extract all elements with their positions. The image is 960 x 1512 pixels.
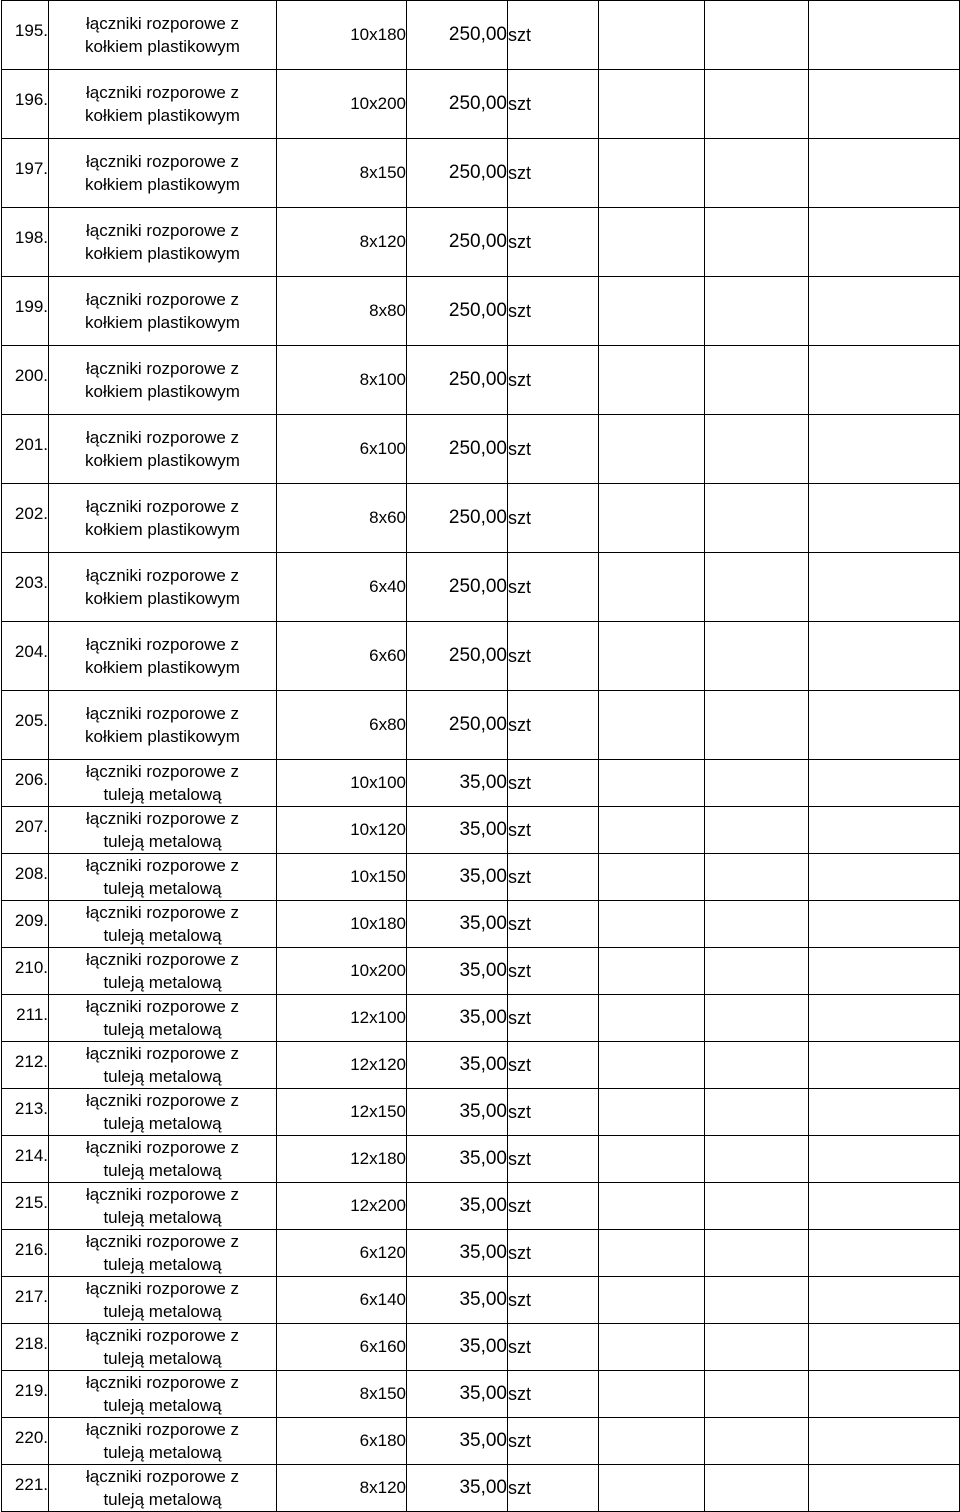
item-unit: szt xyxy=(508,854,599,901)
item-quantity: 250,00 xyxy=(407,139,508,208)
empty-cell xyxy=(599,1371,705,1418)
item-name xyxy=(49,1136,277,1183)
item-name-line-1: łączniki rozporowe z xyxy=(85,1185,240,1204)
item-name-line-2: tuleją metalową xyxy=(103,1114,222,1133)
item-name-line-1: łączniki rozporowe z xyxy=(85,428,240,447)
item-name-line-1: łączniki rozporowe z xyxy=(85,1373,240,1392)
item-name-line-2: tuleją metalową xyxy=(103,973,222,992)
row-number: 219. xyxy=(2,1371,49,1418)
item-unit: szt xyxy=(508,1465,599,1512)
item-name xyxy=(49,1371,277,1418)
item-name-line-2: kołkiem plastikowym xyxy=(85,658,240,677)
item-name-line-2: kołkiem plastikowym xyxy=(85,727,240,746)
empty-cell xyxy=(809,995,960,1042)
empty-cell xyxy=(705,484,809,553)
item-quantity: 35,00 xyxy=(407,1324,508,1371)
table-row xyxy=(2,553,960,622)
empty-cell xyxy=(809,948,960,995)
row-number: 216. xyxy=(2,1230,49,1277)
table-row xyxy=(2,415,960,484)
empty-cell xyxy=(599,1418,705,1465)
row-number: 208. xyxy=(2,854,49,901)
item-quantity: 35,00 xyxy=(407,995,508,1042)
item-unit: szt xyxy=(508,277,599,346)
item-name-line-1: łączniki rozporowe z xyxy=(85,1467,240,1486)
row-number: 214. xyxy=(2,1136,49,1183)
item-dimension: 6x180 xyxy=(277,1418,407,1465)
row-number: 211. xyxy=(2,995,49,1042)
empty-cell xyxy=(705,139,809,208)
item-dimension: 8x150 xyxy=(277,1371,407,1418)
empty-cell xyxy=(809,854,960,901)
empty-cell xyxy=(705,1042,809,1089)
item-name xyxy=(49,1183,277,1230)
row-number: 199. xyxy=(2,277,49,346)
item-dimension: 12x200 xyxy=(277,1183,407,1230)
item-unit: szt xyxy=(508,622,599,691)
item-name-line-2: tuleją metalową xyxy=(103,1349,222,1368)
item-name-line-1: łączniki rozporowe z xyxy=(85,762,240,781)
table-row xyxy=(2,484,960,553)
item-quantity: 35,00 xyxy=(407,1277,508,1324)
item-dimension: 12x180 xyxy=(277,1136,407,1183)
empty-cell xyxy=(599,1183,705,1230)
empty-cell xyxy=(599,995,705,1042)
item-name xyxy=(49,948,277,995)
empty-cell xyxy=(705,1418,809,1465)
item-quantity: 35,00 xyxy=(407,854,508,901)
empty-cell xyxy=(599,277,705,346)
item-name xyxy=(49,346,277,415)
item-name-line-2: kołkiem plastikowym xyxy=(85,589,240,608)
item-name xyxy=(49,484,277,553)
item-name-line-2: tuleją metalową xyxy=(103,1020,222,1039)
empty-cell xyxy=(809,1324,960,1371)
item-dimension: 8x60 xyxy=(277,484,407,553)
item-unit: szt xyxy=(508,415,599,484)
item-unit: szt xyxy=(508,484,599,553)
row-number: 205. xyxy=(2,691,49,760)
item-name-line-1: łączniki rozporowe z xyxy=(85,152,240,171)
item-quantity: 250,00 xyxy=(407,70,508,139)
item-unit: szt xyxy=(508,346,599,415)
item-name-line-2: tuleją metalową xyxy=(103,1255,222,1274)
item-unit: szt xyxy=(508,1324,599,1371)
empty-cell xyxy=(599,1,705,70)
row-number: 202. xyxy=(2,484,49,553)
item-name xyxy=(49,139,277,208)
item-name-line-1: łączniki rozporowe z xyxy=(85,14,240,33)
row-number: 218. xyxy=(2,1324,49,1371)
item-name xyxy=(49,807,277,854)
item-name xyxy=(49,415,277,484)
item-dimension: 12x100 xyxy=(277,995,407,1042)
empty-cell xyxy=(809,139,960,208)
item-unit: szt xyxy=(508,1418,599,1465)
item-quantity: 250,00 xyxy=(407,691,508,760)
item-dimension: 10x200 xyxy=(277,70,407,139)
item-dimension: 8x80 xyxy=(277,277,407,346)
empty-cell xyxy=(705,1371,809,1418)
empty-cell xyxy=(809,553,960,622)
item-quantity: 35,00 xyxy=(407,1136,508,1183)
empty-cell xyxy=(599,139,705,208)
item-name-line-2: tuleją metalową xyxy=(103,926,222,945)
item-name xyxy=(49,854,277,901)
item-name xyxy=(49,1,277,70)
empty-cell xyxy=(705,1465,809,1512)
row-number: 210. xyxy=(2,948,49,995)
item-name xyxy=(49,70,277,139)
item-dimension: 12x120 xyxy=(277,1042,407,1089)
empty-cell xyxy=(705,948,809,995)
table-row xyxy=(2,1,960,70)
empty-cell xyxy=(809,1418,960,1465)
empty-cell xyxy=(809,1136,960,1183)
empty-cell xyxy=(599,553,705,622)
item-quantity: 250,00 xyxy=(407,1,508,70)
empty-cell xyxy=(599,484,705,553)
item-unit: szt xyxy=(508,139,599,208)
empty-cell xyxy=(809,807,960,854)
item-quantity: 35,00 xyxy=(407,1230,508,1277)
empty-cell xyxy=(809,346,960,415)
item-name xyxy=(49,1277,277,1324)
empty-cell xyxy=(705,1277,809,1324)
item-unit: szt xyxy=(508,1277,599,1324)
empty-cell xyxy=(809,901,960,948)
item-name-line-2: kołkiem plastikowym xyxy=(85,175,240,194)
item-name xyxy=(49,691,277,760)
empty-cell xyxy=(809,484,960,553)
item-unit: szt xyxy=(508,1136,599,1183)
item-dimension: 8x100 xyxy=(277,346,407,415)
items-table xyxy=(1,0,960,1512)
item-quantity: 35,00 xyxy=(407,901,508,948)
item-dimension: 8x120 xyxy=(277,208,407,277)
table-row xyxy=(2,208,960,277)
table-row xyxy=(2,995,960,1042)
table-row xyxy=(2,1371,960,1418)
empty-cell xyxy=(705,901,809,948)
table-row xyxy=(2,1089,960,1136)
item-dimension: 10x180 xyxy=(277,1,407,70)
item-quantity: 250,00 xyxy=(407,622,508,691)
table-row xyxy=(2,948,960,995)
item-name-line-2: tuleją metalową xyxy=(103,785,222,804)
item-dimension: 8x120 xyxy=(277,1465,407,1512)
row-number: 212. xyxy=(2,1042,49,1089)
table-row xyxy=(2,1418,960,1465)
item-name xyxy=(49,277,277,346)
empty-cell xyxy=(705,553,809,622)
item-name-line-2: kołkiem plastikowym xyxy=(85,382,240,401)
row-number: 215. xyxy=(2,1183,49,1230)
item-quantity: 250,00 xyxy=(407,277,508,346)
empty-cell xyxy=(809,1465,960,1512)
item-dimension: 10x120 xyxy=(277,807,407,854)
item-unit: szt xyxy=(508,208,599,277)
item-name-line-1: łączniki rozporowe z xyxy=(85,1279,240,1298)
item-dimension: 8x150 xyxy=(277,139,407,208)
item-name-line-1: łączniki rozporowe z xyxy=(85,1232,240,1251)
empty-cell xyxy=(809,622,960,691)
empty-cell xyxy=(809,1089,960,1136)
empty-cell xyxy=(599,1136,705,1183)
empty-cell xyxy=(705,691,809,760)
empty-cell xyxy=(705,208,809,277)
item-name-line-1: łączniki rozporowe z xyxy=(85,950,240,969)
table-row xyxy=(2,1136,960,1183)
item-name xyxy=(49,1089,277,1136)
item-name-line-1: łączniki rozporowe z xyxy=(85,704,240,723)
item-dimension: 6x140 xyxy=(277,1277,407,1324)
row-number: 209. xyxy=(2,901,49,948)
item-quantity: 35,00 xyxy=(407,1089,508,1136)
row-number: 198. xyxy=(2,208,49,277)
item-name xyxy=(49,1230,277,1277)
empty-cell xyxy=(599,1277,705,1324)
item-name-line-1: łączniki rozporowe z xyxy=(85,1044,240,1063)
table-row xyxy=(2,1042,960,1089)
item-dimension: 10x200 xyxy=(277,948,407,995)
row-number: 197. xyxy=(2,139,49,208)
empty-cell xyxy=(599,1042,705,1089)
item-dimension: 10x180 xyxy=(277,901,407,948)
item-name-line-1: łączniki rozporowe z xyxy=(85,497,240,516)
empty-cell xyxy=(705,1230,809,1277)
item-name-line-2: tuleją metalową xyxy=(103,1490,222,1509)
empty-cell xyxy=(705,70,809,139)
empty-cell xyxy=(705,1136,809,1183)
item-unit: szt xyxy=(508,901,599,948)
item-dimension: 6x100 xyxy=(277,415,407,484)
item-name-line-2: tuleją metalową xyxy=(103,1396,222,1415)
item-quantity: 35,00 xyxy=(407,760,508,807)
empty-cell xyxy=(599,760,705,807)
item-unit: szt xyxy=(508,1089,599,1136)
empty-cell xyxy=(809,760,960,807)
empty-cell xyxy=(809,208,960,277)
item-unit: szt xyxy=(508,691,599,760)
table-row xyxy=(2,70,960,139)
item-name-line-1: łączniki rozporowe z xyxy=(85,359,240,378)
item-name-line-1: łączniki rozporowe z xyxy=(85,856,240,875)
item-quantity: 35,00 xyxy=(407,948,508,995)
item-dimension: 6x120 xyxy=(277,1230,407,1277)
item-name-line-2: tuleją metalową xyxy=(103,1208,222,1227)
empty-cell xyxy=(599,1089,705,1136)
item-name-line-1: łączniki rozporowe z xyxy=(85,221,240,240)
item-name-line-1: łączniki rozporowe z xyxy=(85,1326,240,1345)
item-dimension: 6x40 xyxy=(277,553,407,622)
item-name xyxy=(49,622,277,691)
item-name-line-2: kołkiem plastikowym xyxy=(85,520,240,539)
item-name-line-2: tuleją metalową xyxy=(103,832,222,851)
empty-cell xyxy=(705,415,809,484)
item-name-line-1: łączniki rozporowe z xyxy=(85,1420,240,1439)
item-name-line-1: łączniki rozporowe z xyxy=(85,1091,240,1110)
item-name-line-1: łączniki rozporowe z xyxy=(85,566,240,585)
item-unit: szt xyxy=(508,553,599,622)
item-quantity: 35,00 xyxy=(407,1418,508,1465)
item-name-line-2: kołkiem plastikowym xyxy=(85,244,240,263)
item-quantity: 250,00 xyxy=(407,346,508,415)
item-dimension: 6x80 xyxy=(277,691,407,760)
table-body xyxy=(2,1,960,1512)
item-name-line-2: tuleją metalową xyxy=(103,1443,222,1462)
item-dimension: 10x100 xyxy=(277,760,407,807)
row-number: 201. xyxy=(2,415,49,484)
item-quantity: 35,00 xyxy=(407,1042,508,1089)
empty-cell xyxy=(809,1371,960,1418)
row-number: 213. xyxy=(2,1089,49,1136)
item-name-line-1: łączniki rozporowe z xyxy=(85,903,240,922)
table-row xyxy=(2,1465,960,1512)
empty-cell xyxy=(705,622,809,691)
table-row xyxy=(2,1324,960,1371)
empty-cell xyxy=(705,854,809,901)
item-unit: szt xyxy=(508,760,599,807)
row-number: 196. xyxy=(2,70,49,139)
empty-cell xyxy=(705,807,809,854)
item-name-line-1: łączniki rozporowe z xyxy=(85,83,240,102)
empty-cell xyxy=(809,70,960,139)
empty-cell xyxy=(599,854,705,901)
item-name xyxy=(49,1465,277,1512)
row-number: 200. xyxy=(2,346,49,415)
table-row xyxy=(2,760,960,807)
empty-cell xyxy=(599,346,705,415)
empty-cell xyxy=(599,415,705,484)
item-name xyxy=(49,760,277,807)
empty-cell xyxy=(599,1324,705,1371)
empty-cell xyxy=(705,1,809,70)
item-unit: szt xyxy=(508,807,599,854)
empty-cell xyxy=(809,1183,960,1230)
item-dimension: 10x150 xyxy=(277,854,407,901)
item-name-line-1: łączniki rozporowe z xyxy=(85,1138,240,1157)
item-name-line-1: łączniki rozporowe z xyxy=(85,635,240,654)
item-name-line-2: kołkiem plastikowym xyxy=(85,106,240,125)
item-quantity: 250,00 xyxy=(407,415,508,484)
empty-cell xyxy=(705,1183,809,1230)
empty-cell xyxy=(705,277,809,346)
table-row xyxy=(2,1183,960,1230)
item-quantity: 35,00 xyxy=(407,1183,508,1230)
empty-cell xyxy=(599,948,705,995)
empty-cell xyxy=(599,622,705,691)
item-name xyxy=(49,995,277,1042)
row-number: 206. xyxy=(2,760,49,807)
table-row xyxy=(2,346,960,415)
item-unit: szt xyxy=(508,70,599,139)
item-quantity: 35,00 xyxy=(407,807,508,854)
empty-cell xyxy=(809,1277,960,1324)
item-name xyxy=(49,1418,277,1465)
item-dimension: 6x160 xyxy=(277,1324,407,1371)
empty-cell xyxy=(599,1230,705,1277)
item-name-line-1: łączniki rozporowe z xyxy=(85,809,240,828)
item-unit: szt xyxy=(508,1371,599,1418)
item-dimension: 6x60 xyxy=(277,622,407,691)
table-row xyxy=(2,691,960,760)
row-number: 195. xyxy=(2,1,49,70)
item-name-line-1: łączniki rozporowe z xyxy=(85,290,240,309)
empty-cell xyxy=(809,277,960,346)
empty-cell xyxy=(809,1042,960,1089)
item-quantity: 35,00 xyxy=(407,1465,508,1512)
row-number: 207. xyxy=(2,807,49,854)
item-name-line-2: tuleją metalową xyxy=(103,1067,222,1086)
table-row xyxy=(2,854,960,901)
item-name xyxy=(49,1042,277,1089)
empty-cell xyxy=(705,1324,809,1371)
empty-cell xyxy=(705,346,809,415)
empty-cell xyxy=(599,70,705,139)
item-name-line-2: tuleją metalową xyxy=(103,1161,222,1180)
item-name xyxy=(49,901,277,948)
table-row xyxy=(2,139,960,208)
empty-cell xyxy=(809,1230,960,1277)
empty-cell xyxy=(809,1,960,70)
empty-cell xyxy=(809,415,960,484)
item-unit: szt xyxy=(508,948,599,995)
table-row xyxy=(2,1277,960,1324)
empty-cell xyxy=(599,1465,705,1512)
item-quantity: 250,00 xyxy=(407,553,508,622)
item-name-line-2: kołkiem plastikowym xyxy=(85,451,240,470)
table-row xyxy=(2,901,960,948)
empty-cell xyxy=(705,995,809,1042)
empty-cell xyxy=(705,1089,809,1136)
empty-cell xyxy=(599,208,705,277)
item-unit: szt xyxy=(508,1,599,70)
item-quantity: 35,00 xyxy=(407,1371,508,1418)
item-name-line-2: tuleją metalową xyxy=(103,879,222,898)
item-quantity: 250,00 xyxy=(407,208,508,277)
empty-cell xyxy=(705,760,809,807)
empty-cell xyxy=(599,691,705,760)
empty-cell xyxy=(599,901,705,948)
table-row xyxy=(2,277,960,346)
table-row xyxy=(2,1230,960,1277)
row-number: 217. xyxy=(2,1277,49,1324)
item-name xyxy=(49,208,277,277)
empty-cell xyxy=(599,807,705,854)
item-unit: szt xyxy=(508,1230,599,1277)
item-name-line-1: łączniki rozporowe z xyxy=(85,997,240,1016)
item-unit: szt xyxy=(508,995,599,1042)
item-unit: szt xyxy=(508,1183,599,1230)
row-number: 220. xyxy=(2,1418,49,1465)
item-name xyxy=(49,553,277,622)
row-number: 221. xyxy=(2,1465,49,1512)
empty-cell xyxy=(809,691,960,760)
table-row xyxy=(2,622,960,691)
item-unit: szt xyxy=(508,1042,599,1089)
item-name-line-2: tuleją metalową xyxy=(103,1302,222,1321)
item-quantity: 250,00 xyxy=(407,484,508,553)
row-number: 203. xyxy=(2,553,49,622)
table-row xyxy=(2,807,960,854)
row-number: 204. xyxy=(2,622,49,691)
item-name-line-2: kołkiem plastikowym xyxy=(85,313,240,332)
item-name-line-2: kołkiem plastikowym xyxy=(85,37,240,56)
item-dimension: 12x150 xyxy=(277,1089,407,1136)
item-name xyxy=(49,1324,277,1371)
